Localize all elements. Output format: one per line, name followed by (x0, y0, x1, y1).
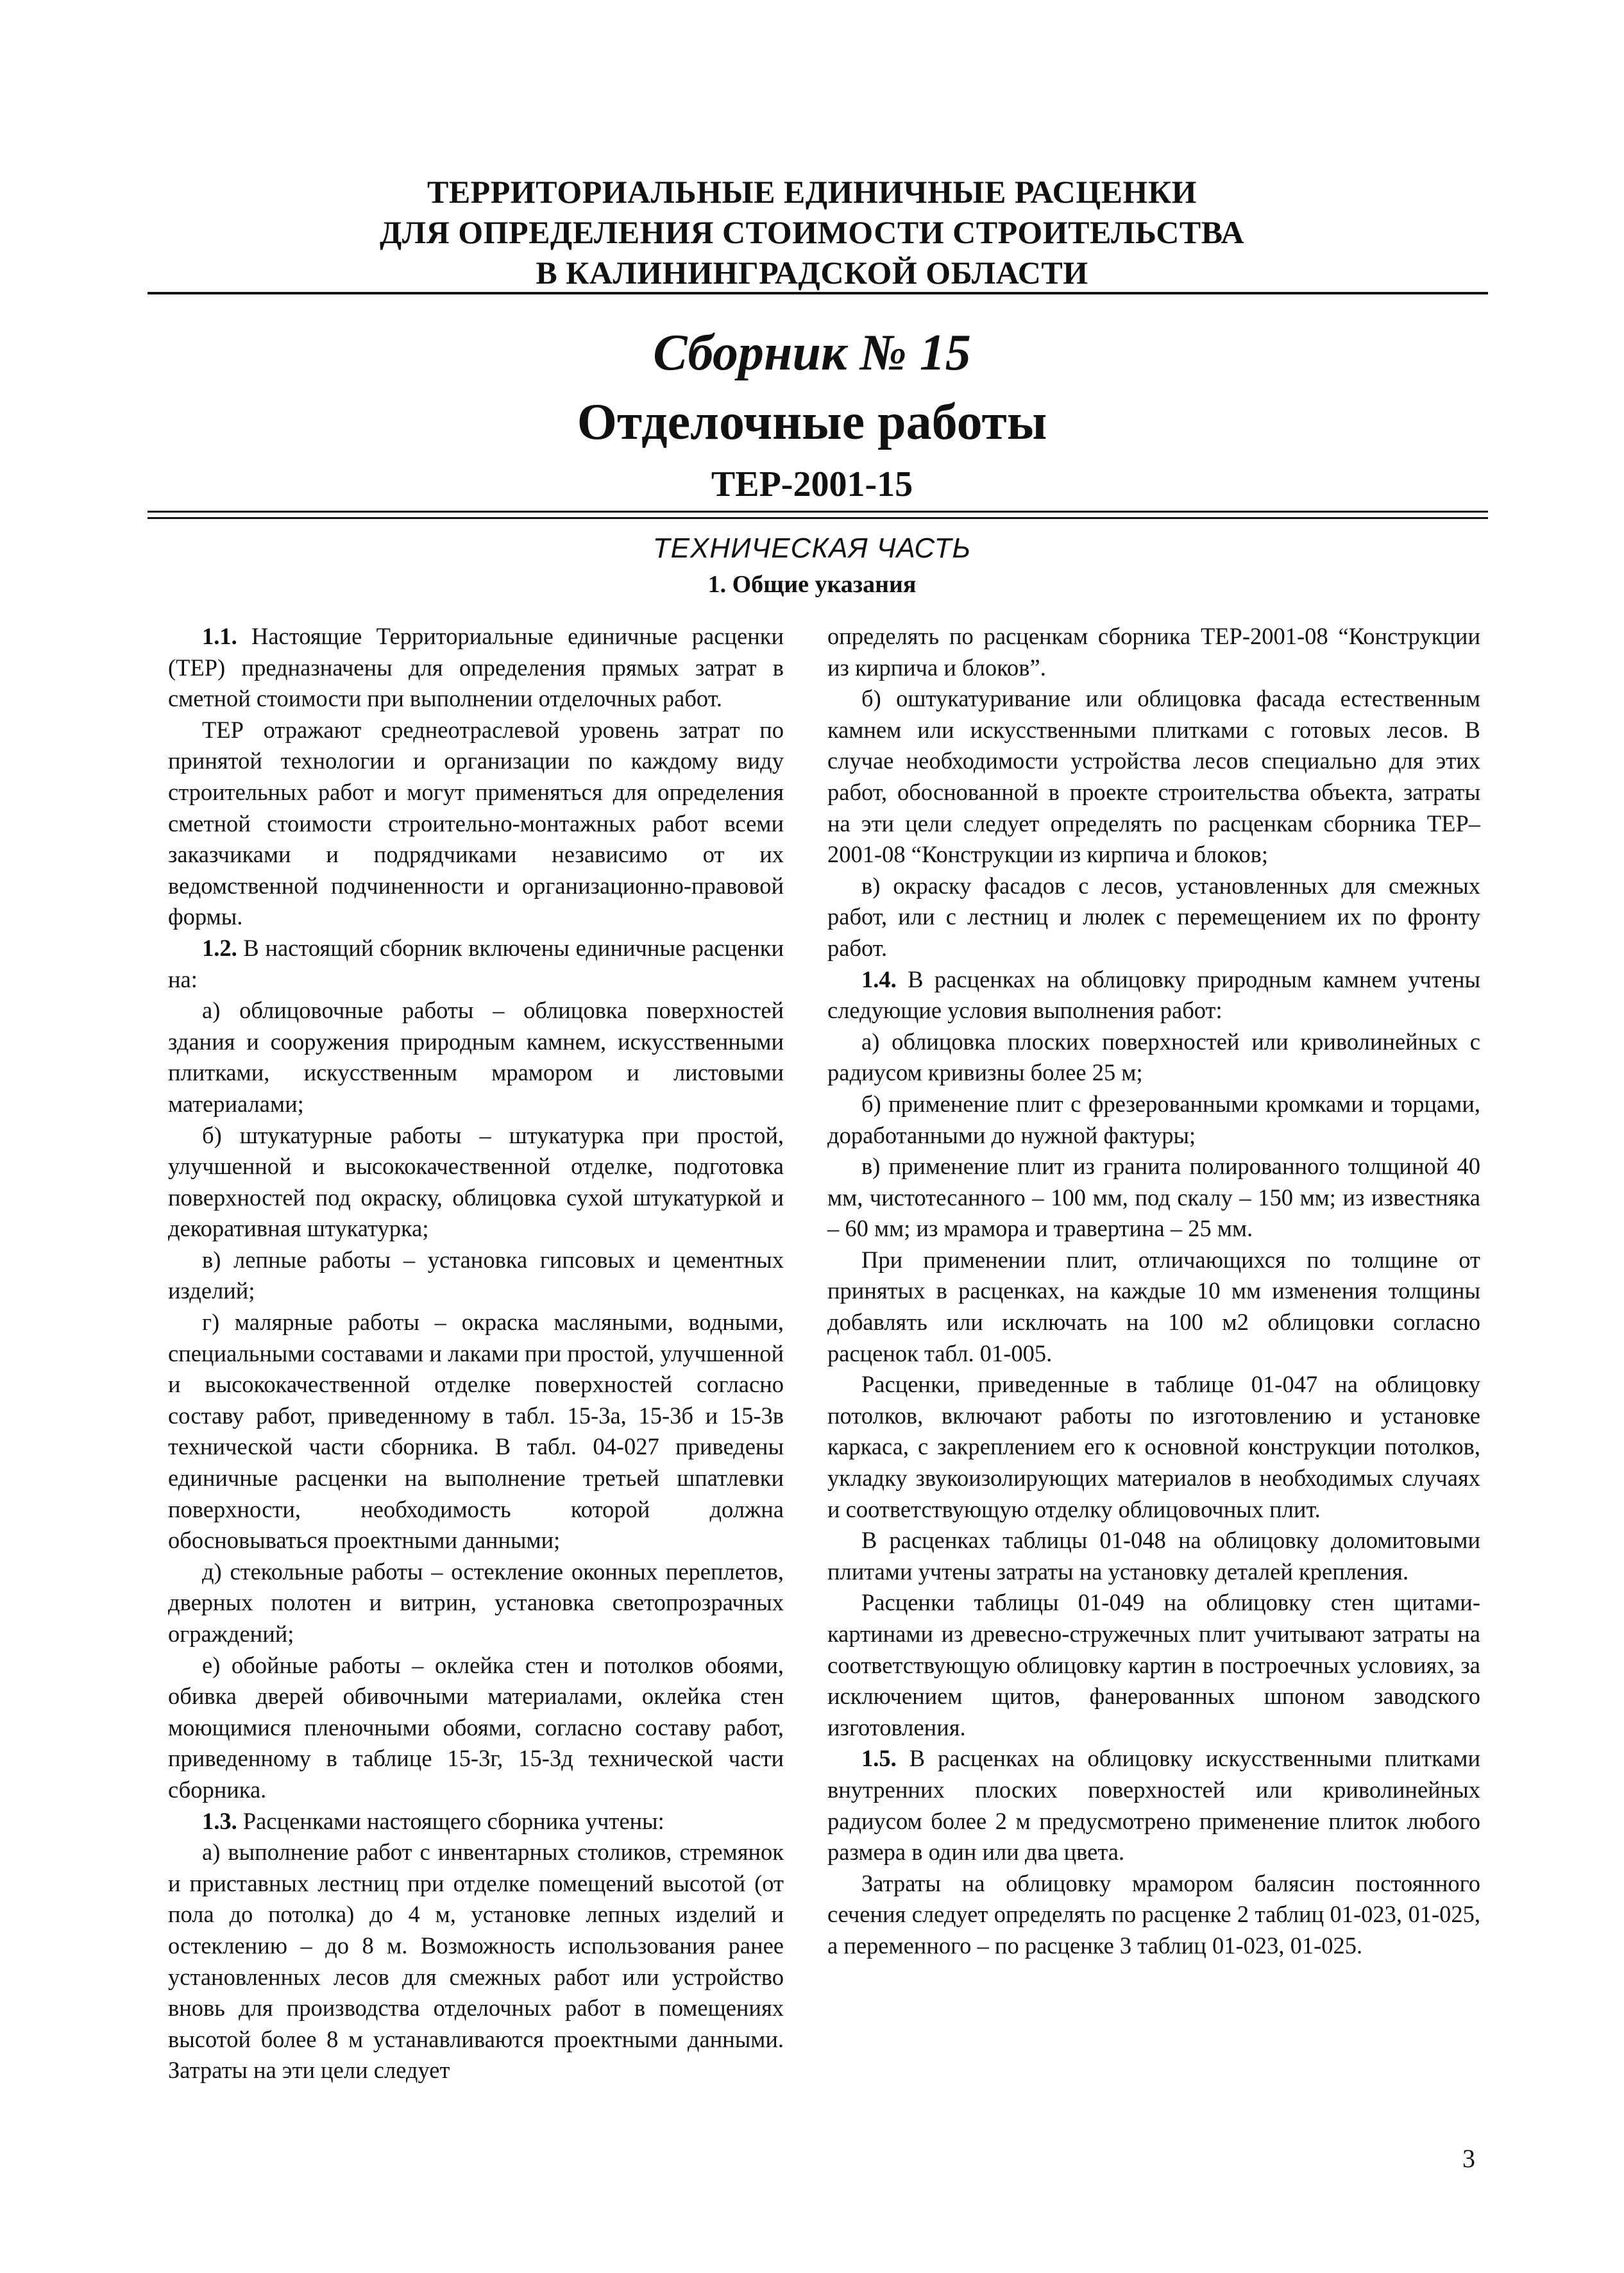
paragraph (827, 1245, 1480, 1369)
paragraph (168, 1650, 784, 1806)
paragraph-text: в) лепные работы – установка гипсовых и цементных изделий; (168, 1246, 784, 1304)
paragraph (168, 1556, 784, 1650)
paragraph (168, 1245, 784, 1307)
double-divider-top (148, 511, 1488, 513)
paragraph-text: д) стекольные работы – остекление оконных переплетов, дверных полотен и витрин, установка светопрозрачных ограждений; (168, 1558, 784, 1647)
paragraph-text: При применении плит, отличающихся по толщине от принятых в расценках, на каждые 10 мм изменения толщины добавлять или исключать на 100 м2 облицовки согласно расценок табл. 01-005. (827, 1246, 1480, 1366)
paragraph (827, 1151, 1480, 1245)
header-line: ДЛЯ ОПРЕДЕЛЕНИЯ СТОИМОСТИ СТРОИТЕЛЬСТВА (379, 214, 1244, 250)
header-divider (148, 292, 1488, 294)
document-header (128, 172, 1496, 293)
paragraph (168, 1837, 784, 2086)
clause-number: 1.4. (861, 966, 897, 992)
collection-name: Отделочные работы (577, 394, 1047, 450)
paragraph-text: определять по расценкам сборника ТЕР-2001-08 “Конструкции из кирпича и блоков”. (827, 623, 1480, 681)
paragraph-text: а) выполнение работ с инвентарных столиков, стремянок и приставных лестниц при отделке помещений высотой (от пола до потолка) до 4 м, установке лепных изделий и остеклению – до 8 м. Возможность использования ранее установленных лесов для смежных работ или устройство вновь для производства отделочных работ в помещениях высотой более 8 м устанавливаются проектными данными. Затраты на эти цели следует (168, 1839, 784, 2084)
paragraph (827, 1026, 1480, 1089)
double-divider-bottom (148, 517, 1488, 519)
paragraph (168, 933, 784, 995)
paragraph-text: в) окраску фасадов с лесов, установленных для смежных работ, или с лестниц и люлек с перемещением их по фронту работ. (827, 872, 1480, 961)
right-column (827, 621, 1480, 1962)
paragraph (168, 995, 784, 1119)
paragraph-text: В настоящий сборник включены единичные расценки на: (168, 934, 784, 992)
paragraph-text: а) облицовка плоских поверхностей или криволинейных с радиусом кривизны более 25 м; (827, 1028, 1480, 1086)
paragraph (168, 1806, 784, 1837)
paragraph-text: б) оштукатуривание или облицовка фасада естественным камнем или искусственными плитками с готовых лесов. В случае необходимости устройства лесов специально для этих работ, обоснованной в проекте строительства объекта, затраты на эти цели следует определять по расценкам сборника ТЕР–2001-08 “Конструкции из кирпича и блоков; (827, 685, 1480, 868)
paragraph (827, 621, 1480, 683)
paragraph-text: в) применение плит из гранита полированного толщиной 40 мм, чистотесанного – 100 мм, под скалу – 150 мм; из известняка – 60 мм; из мрамора и травертина – 25 мм. (827, 1153, 1480, 1242)
paragraph-text: Расценки таблицы 01-049 на облицовку стен щитами-картинами из древесно-стружечных плит учитывают затраты на соответствующую облицовку картин в построечных условиях, за исключением щитов, фанерованных шпоном заводского изготовления. (827, 1589, 1480, 1741)
paragraph-text: В расценках на облицовку природным камнем учтены следующие условия выполнения работ: (827, 966, 1480, 1024)
paragraph-text: ТЕР отражают среднеотраслевой уровень затрат по принятой технологии и организации по каждому виду строительных работ и могут применяться для определения сметной стоимости строительно-монтажных работ всеми заказчиками и подрядчиками независимо от их ведомственной подчиненности и организационно-правовой формы. (168, 716, 784, 930)
clause-number: 1.5. (861, 1745, 897, 1772)
paragraph-text: В расценках на облицовку искусственными плитками внутренних плоских поверхностей или криволинейных радиусом более 2 м предусмотрено применение плиток любого размера в один или два цвета. (827, 1745, 1480, 1866)
paragraph (168, 1307, 784, 1556)
subsection-title: 1. Общие указания (707, 571, 917, 598)
paragraph (827, 1743, 1480, 1868)
clause-number: 1.2. (202, 934, 237, 961)
paragraph-text: а) облицовочные работы – облицовка поверхностей здания и сооружения природным камнем, искусственными плитками, искусственным мрамором и листовыми материалами; (168, 997, 784, 1117)
paragraph (827, 683, 1480, 871)
header-line: В КАЛИНИНГРАДСКОЙ ОБЛАСТИ (536, 255, 1088, 291)
header-line: ТЕРРИТОРИАЛЬНЫЕ ЕДИНИЧНЫЕ РАСЦЕНКИ (427, 174, 1197, 210)
paragraph (827, 1089, 1480, 1151)
clause-number: 1.1. (202, 623, 237, 649)
paragraph-text: В расценках таблицы 01-048 на облицовку доломитовыми плитами учтены затраты на установку деталей крепления. (827, 1527, 1480, 1585)
paragraph-text: б) применение плит с фрезерованными кромками и торцами, доработанными до нужной фактуры; (827, 1090, 1480, 1148)
paragraph-text: Расценками настоящего сборника учтены: (237, 1807, 664, 1834)
paragraph (827, 871, 1480, 964)
paragraph-text: б) штукатурные работы – штукатурка при простой, улучшенной и высококачественной отделке, подготовка поверхностей под окраску, облицовка сухой штукатуркой и декоративная штукатурка; (168, 1121, 784, 1242)
paragraph-text: Настоящие Территориальные единичные расценки (ТЕР) предназначены для определения прямых затрат в сметной стоимости при выполнении отделочных работ. (168, 623, 784, 712)
paragraph (168, 621, 784, 715)
paragraph (168, 1120, 784, 1245)
paragraph-text: г) малярные работы – окраска масляными, водными, специальными составами и лаками при простой, улучшенной и высококачественной отделке поверхностей согласно составу работ, приведенному в табл. 15-3а, 15-3б и 15-3в технической части сборника. В табл. 04-027 приведены единичные расценки на выполнение третьей шпатлевки поверхности, необходимость которой должна обосновываться проектными данными; (168, 1309, 784, 1554)
paragraph (827, 1587, 1480, 1743)
clause-number: 1.3. (202, 1807, 237, 1834)
paragraph-text: е) обойные работы – оклейка стен и потолков обоями, обивка дверей обивочными материалами, оклейка стен моющимися пленочными обоями, согласно составу работ, приведенному в таблице 15-3г, 15-3д технической части сборника. (168, 1651, 784, 1803)
page-number: 3 (1462, 2144, 1475, 2173)
collection-number: Сборник № 15 (653, 325, 971, 381)
left-column (168, 621, 784, 2086)
paragraph (168, 715, 784, 933)
paragraph (827, 1868, 1480, 1962)
paragraph (827, 1525, 1480, 1587)
paragraph-text: Расценки, приведенные в таблице 01-047 на облицовку потолков, включают работы по изготовлению и установке каркаса, с закреплением его к основной конструкции потолков, укладку звукоизолирующих материалов в необходимых случаях и соответствующую отделку облицовочных плит. (827, 1371, 1480, 1522)
paragraph (827, 964, 1480, 1026)
paragraph-text: Затраты на облицовку мрамором балясин постоянного сечения следует определять по расценке 2 таблиц 01-023, 01-025, а переменного – по расценке 3 таблиц 01-023, 01-025. (827, 1869, 1480, 1959)
section-title: ТЕХНИЧЕСКАЯ ЧАСТЬ (652, 532, 972, 564)
paragraph (827, 1369, 1480, 1525)
collection-code: ТЕР-2001-15 (711, 464, 913, 504)
